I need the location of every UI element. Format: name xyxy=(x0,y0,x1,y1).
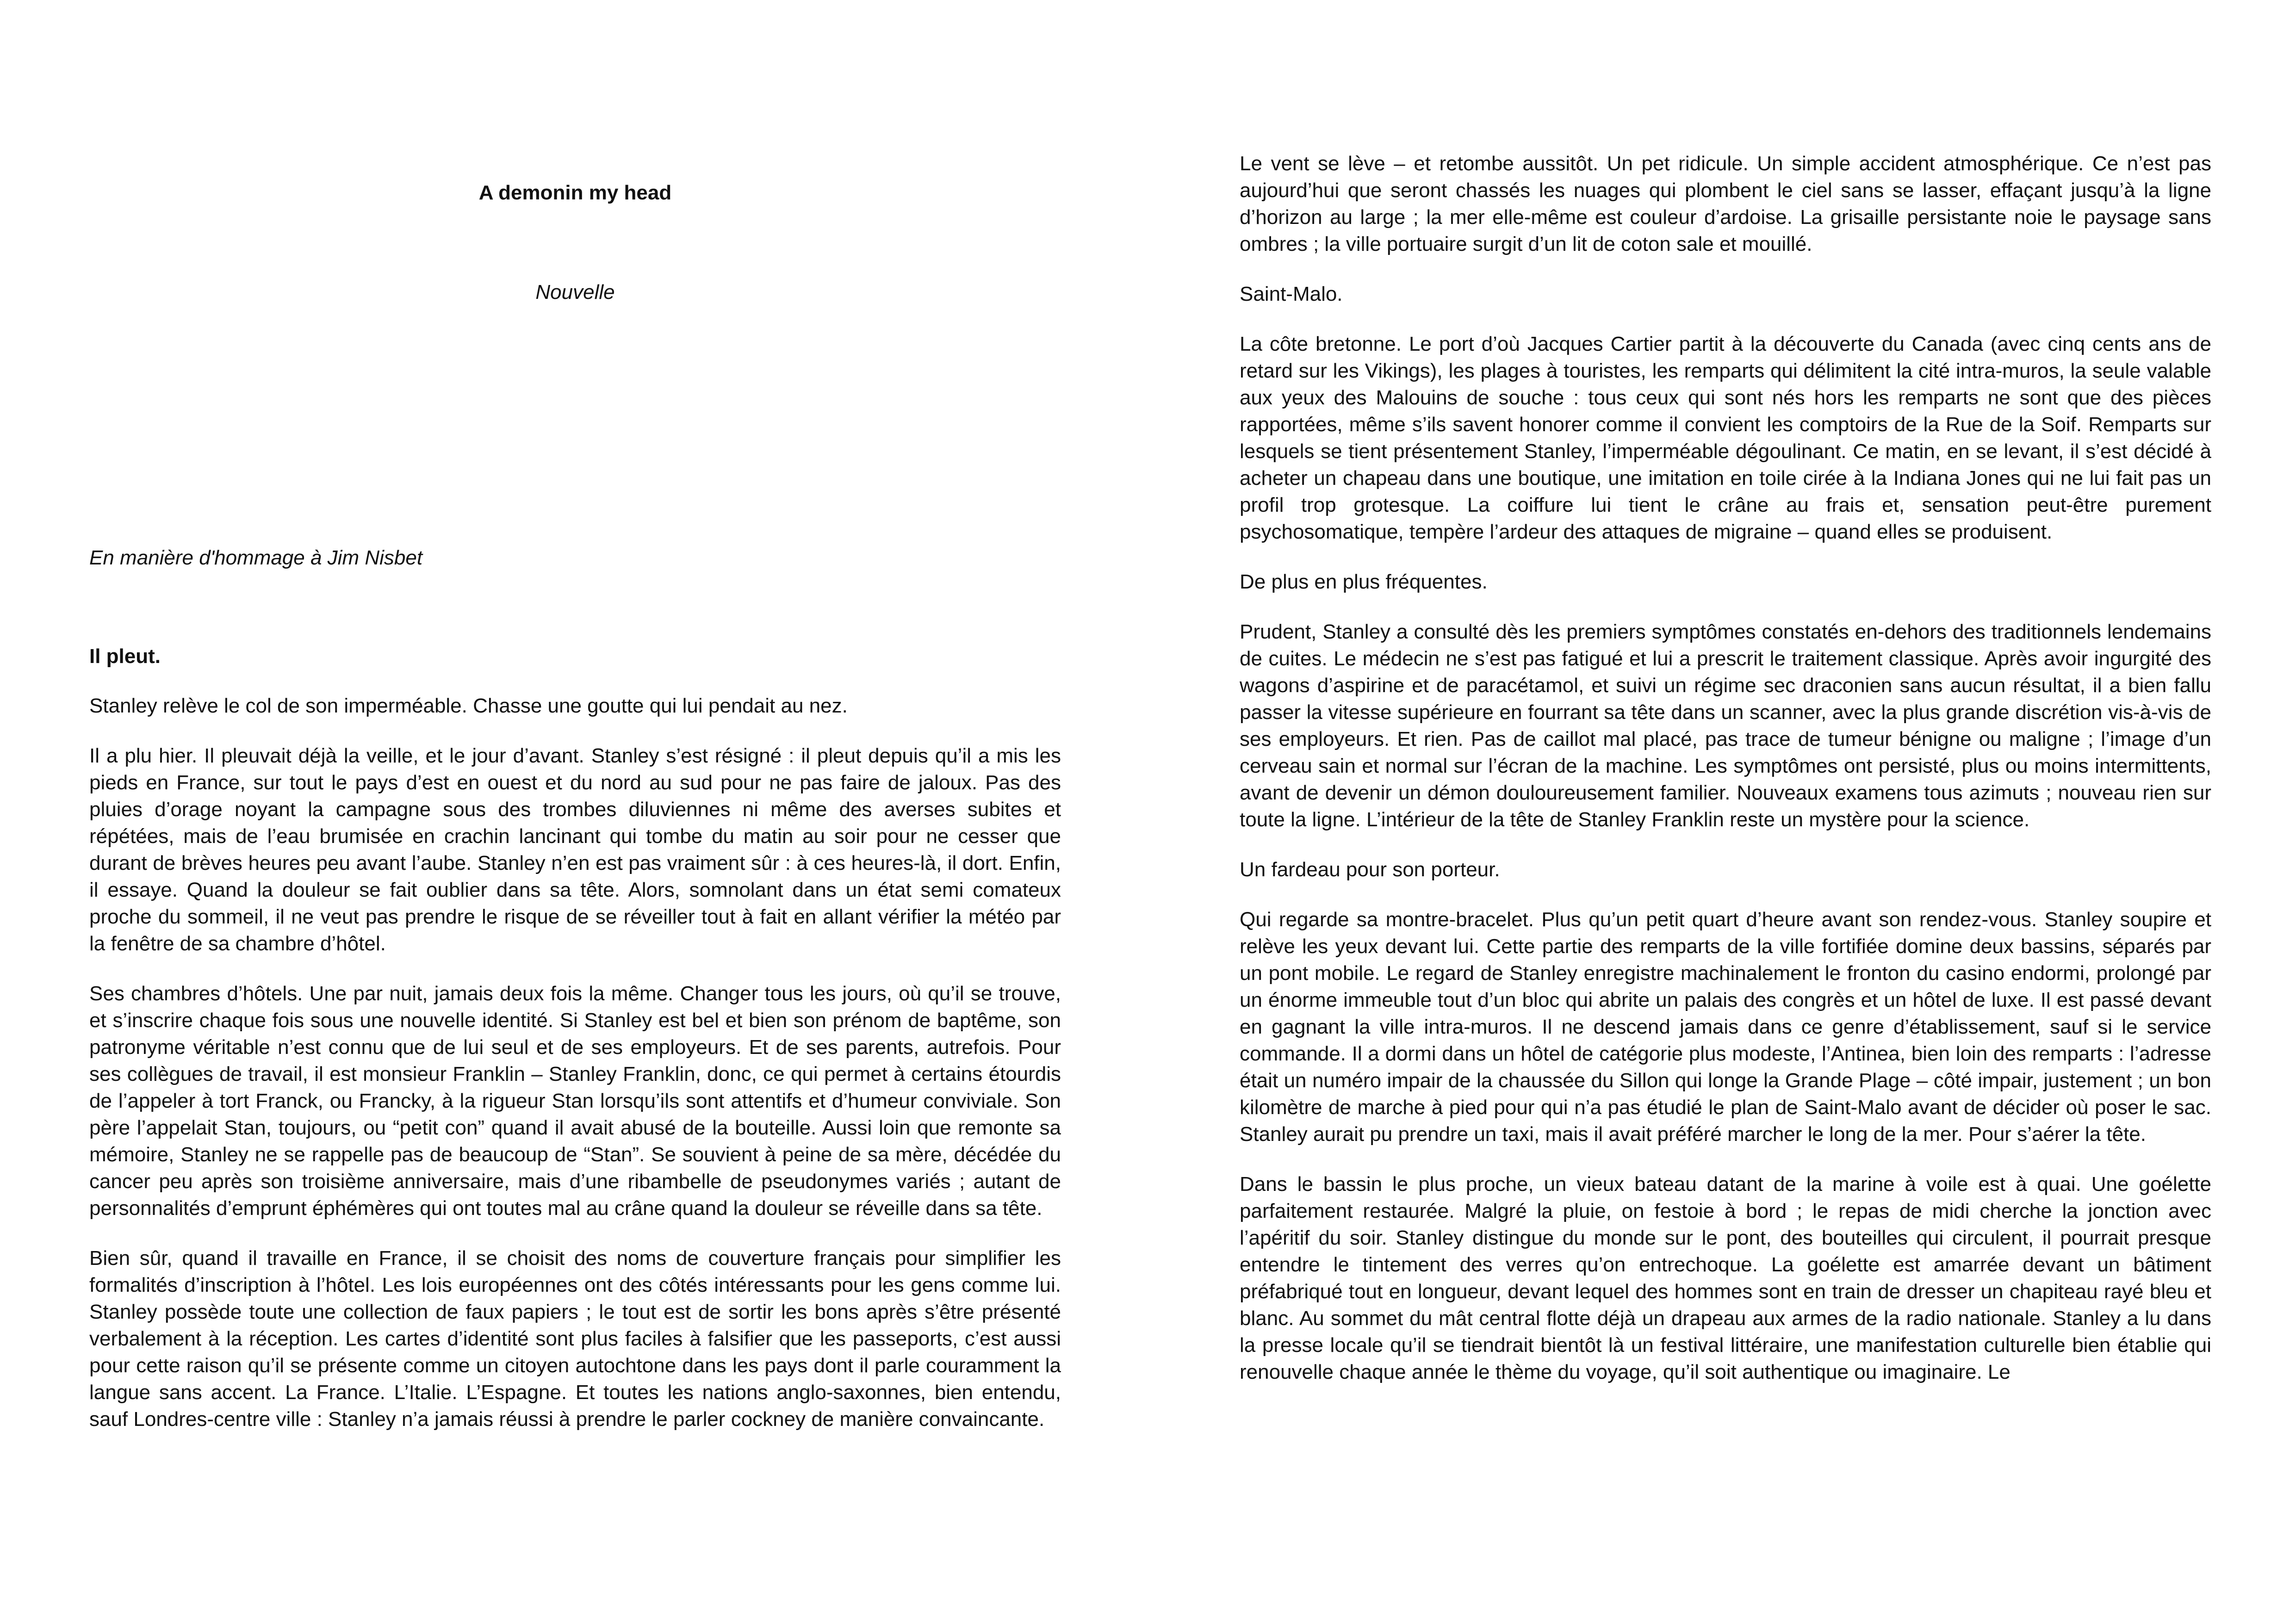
paragraph: Prudent, Stanley a consulté dès les premiers symptômes constatés en-dehors des traditionnels lendemains de cuites. Le médecin ne s’est pas fatigué et lui a prescrit le traitement classique. Après avoir ingurgité des wagons d’aspirine et de paracétamol, et suivi un régime sec draconien sans aucun résultat, il a bien fallu passer la vitesse supérieure en fourrant sa tête dans un scanner, avec la plus grande discrétion vis-à-vis de ses employeurs. Et rien. Pas de caillot mal placé, pas trace de tumeur bénigne ou maligne ; l’image d’un cerveau sain et normal sur l’écran de la machine. Les symptômes ont persisté, plus ou moins intermittents, avant de devenir un démon douloureusement familier. Nouveaux examens tous azimuts ; nouveau rien sur toute la ligne. L’intérieur de la tête de Stanley Franklin reste un mystère pour la science. xyxy=(1240,620,2211,831)
paragraph: Qui regarde sa montre-bracelet. Plus qu’un petit quart d’heure avant son rendez-vous. Stanley soupire et relève les yeux devant lui. Cette partie des remparts de la ville fortifiée domine deux bassins, séparés par un pont mobile. Le regard de Stanley enregistre machinalement le fronton du casino endormi, prolongé par un énorme immeuble tout d’un bloc qui abrite un palais des congrès et un hôtel de luxe. Il est passé devant en gagnant la ville intra-muros. Il ne descend jamais dans ce genre d’établissement, sauf si le service commande. Il a dormi dans un hôtel de catégorie plus modeste, l’Antinea, bien loin des remparts : l’adresse était un numéro impair de la chaussée du Sillon qui longe la Grande Plage – côté impair, justement ; un bon kilomètre de marche à pied pour qui n’a pas étudié le plan de Saint-Malo avant de décider où poser le sac. Stanley aurait pu prendre un taxi, mais il avait préféré marcher le long de la mer. Pour s’aérer la tête. xyxy=(1240,908,2211,1146)
paragraph: Bien sûr, quand il travaille en France, il se choisit des noms de couverture français pour simplifier les formalités d’inscription à l’hôtel. Les lois européennes ont des côtés intéressants pour les gens comme lui. Stanley possède toute une collection de faux papiers ; le tout est de sortir les bons après s’être présenté verbalement à la réception. Les cartes d’identité sont plus faciles à falsifier que les passeports, c’est aussi pour cette raison qu’il se présente comme un citoyen autochtone dans les pays dont il parle couramment la langue sans accent. La France. L’Italie. L’Espagne. Et toutes les nations anglo-saxonnes, bien entendu, sauf Londres-centre ville : Stanley n’a jamais réussi à prendre le parler cockney de manière convaincante. xyxy=(89,1247,1061,1431)
paragraph: Dans le bassin le plus proche, un vieux bateau datant de la marine à voile est à quai. Une goélette parfaitement restaurée. Malgré la pluie, on festoie à bord ; le repas de midi cherche la jonction avec l’apéritif du soir. Stanley distingue du monde sur le pont, des bouteilles qui circulent, il pourrait presque entendre le tintement des verres qu’on entrechoque. La goélette est amarrée devant un bâtiment préfabriqué tout en longueur, devant lequel des hommes sont en train de dresser un chapiteau rayé bleu et blanc. Au sommet du mât central flotte déjà un drapeau aux armes de la radio nationale. Stanley a lu dans la presse locale qu’il se tiendrait bientôt là un festival littéraire, une manifestation culturelle bien établie qui renouvelle chaque année le thème du voyage, qu’il soit authentique ou imaginaire. Le xyxy=(1240,1173,2211,1383)
section-heading: Il pleut. xyxy=(89,645,161,668)
left-page-body xyxy=(89,693,1061,1456)
story-title: A demonin my head xyxy=(478,181,672,204)
paragraph: Stanley relève le col de son imperméable. Chasse une goutte qui lui pendait au nez. xyxy=(89,694,848,717)
right-page-body xyxy=(1240,150,2211,1409)
paragraph: La côte bretonne. Le port d’où Jacques Cartier partit à la découverte du Canada (avec cinq cents ans de retard sur les Vikings), les plages à touristes, les remparts qui délimitent la cité intra-muros, la seule valable aux yeux des Malouins de souche : tous ceux qui sont nés hors les remparts ne sont que des pièces rapportées, même s’ils savent honorer comme il convient les comptoirs de la Rue de la Soif. Remparts sur lesquels se tient présentement Stanley, l’imperméable dégoulinant. Ce matin, en se levant, il s’est décidé à acheter un chapeau dans une boutique, une imitation en toile cirée à la Indiana Jones qui ne lui fait pas un profil trop grotesque. La coiffure lui tient le crâne au frais et, sensation peut-être purement psychosomatique, tempère l’ardeur des attaques de migraine – quand elles se produisent. xyxy=(1240,333,2211,543)
paragraph: Ses chambres d’hôtels. Une par nuit, jamais deux fois la même. Changer tous les jours, où qu’il se trouve, et s’inscrire chaque fois sous une nouvelle identité. Si Stanley est bel et bien son prénom de baptême, son patronyme véritable n’est connu que de lui seul et de ses employeurs. Et de ses parents, autrefois. Pour ses collègues de travail, il est monsieur Franklin – Stanley Franklin, donc, ce qui permet à certains étourdis de l’appeler à tort Franck, ou Francky, à la rigueur Stan lorsqu’ils sont attentifs et d’humeur conviviale. Son père l’appelait Stan, toujours, ou “petit con” quand il avait abusé de la bouteille. Aussi loin que remonte sa mémoire, Stanley ne se rappelle pas de beaucoup de “Stan”. Se souvient à peine de sa mère, décédée du cancer peu après son troisième anniversaire, mais d’une ribambelle de pseudonymes variés ; autant de personnalités d’emprunt éphémères qui ont toutes mal au crâne quand la douleur se réveille dans sa tête. xyxy=(89,982,1061,1220)
paragraph: Saint-Malo. xyxy=(1240,283,1343,305)
story-subtitle: Nouvelle xyxy=(535,281,615,304)
paragraph: Un fardeau pour son porteur. xyxy=(1240,858,1500,881)
dedication: En manière d'hommage à Jim Nisbet xyxy=(89,546,423,569)
paragraph: De plus en plus fréquentes. xyxy=(1240,570,1488,593)
paragraph: Le vent se lève – et retombe aussitôt. Un pet ridicule. Un simple accident atmosphérique. Ce n’est pas aujourd’hui que seront chassés les nuages qui plombent le ciel sans se lasser, effaçant jusqu’à la ligne d’horizon au large ; la mer elle-même est couleur d’ardoise. La grisaille persistante noie le paysage sans ombres ; la ville portuaire surgit d’un lit de coton sale et mouillé. xyxy=(1240,152,2211,255)
paragraph: Il a plu hier. Il pleuvait déjà la veille, et le jour d’avant. Stanley s’est résigné : il pleut depuis qu’il a mis les pieds en France, sur tout le pays d’est en ouest et du nord au sud pour ne pas faire de jaloux. Pas des pluies d’orage noyant la campagne sous des trombes diluviennes ni même des averses subites et répétées, mais de l’eau brumisée en crachin lancinant qui tombe du matin au soir pour ne cesser que durant de brèves heures peu avant l’aube. Stanley n’en est pas vraiment sûr : à ces heures-là, il dort. Enfin, il essaye. Quand la douleur se fait oublier dans sa tête. Alors, somnolant dans un état semi comateux proche du sommeil, il ne veut pas prendre le risque de se réveiller tout à fait en allant vérifier la météo par la fenêtre de sa chambre d’hôtel. xyxy=(89,744,1061,955)
